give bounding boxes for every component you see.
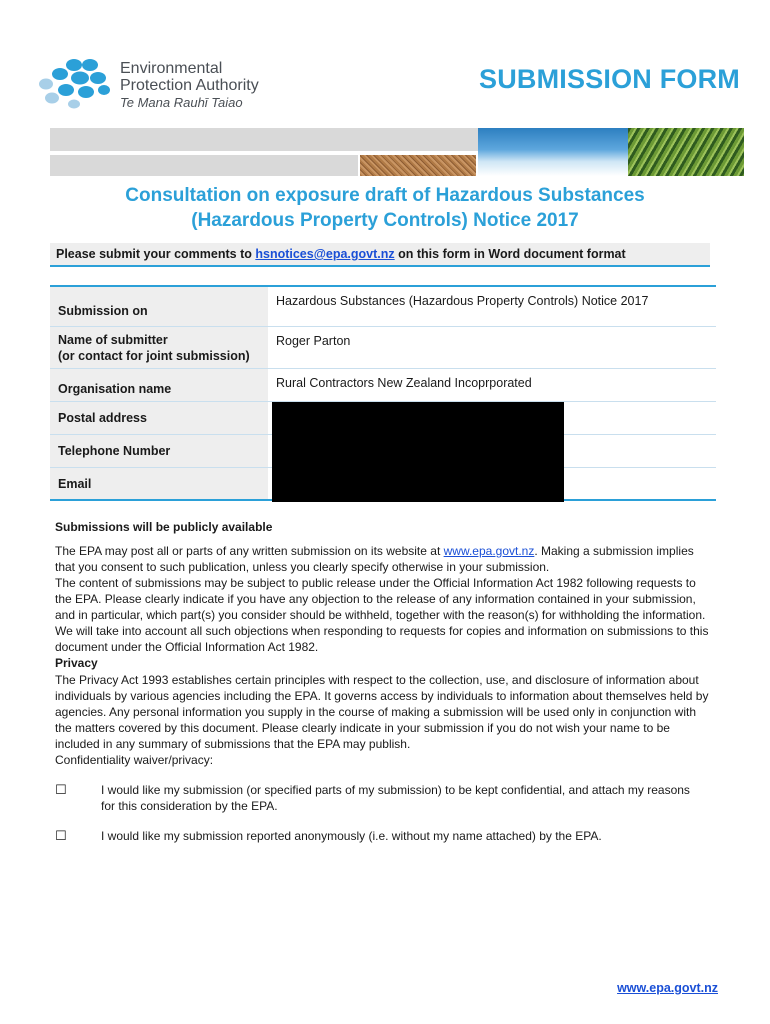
- email-label: Email: [50, 468, 268, 499]
- confidentiality-waiver-label: Confidentiality waiver/privacy:: [55, 753, 214, 767]
- submitter-name-label-line1: Name of submitter: [58, 332, 168, 347]
- telephone-label: Telephone Number: [50, 435, 268, 467]
- banner-fern-image: [628, 128, 744, 176]
- form-title: SUBMISSION FORM: [478, 64, 740, 94]
- submitter-name-field[interactable]: Roger Parton: [268, 327, 716, 368]
- epa-logo-mark-icon: [36, 56, 116, 112]
- publicity-paragraph-2: The content of submissions may be subject to public release under the Official Information Act 1982 following requests to the EPA. Please clearly indicate if you have any objection to the release of any information contained in your submission, and in particular, which part(s) you consider should be withheld, together with the reason(s) for withholding the information. We will take into account all such objections when responding to requests for copies and information on submissions to this document under the Official Information Act 1982.: [55, 576, 709, 654]
- submitter-name-label-line2: (or contact for joint submission): [58, 348, 250, 363]
- row-submitter-name: [50, 327, 716, 369]
- organisation-field[interactable]: Rural Contractors New Zealand Incoprporated: [268, 369, 716, 401]
- anonymous-option-text: I would like my submission reported anonymously (i.e. without my name attached) by the EPA.: [101, 829, 602, 843]
- privacy-heading: Privacy: [55, 656, 98, 670]
- banner-sky-image: [478, 128, 628, 176]
- confidential-option: [55, 782, 715, 814]
- redaction-block: [272, 402, 564, 502]
- submitter-details-table: [50, 285, 716, 501]
- org-name-line2: Protection Authority: [120, 77, 259, 94]
- confidential-checkbox[interactable]: ☐: [55, 782, 67, 797]
- header-banner: [50, 128, 744, 176]
- submitter-name-label: [50, 327, 268, 368]
- footer-website-link[interactable]: www.epa.govt.nz: [617, 981, 718, 995]
- submission-notes: [55, 519, 715, 844]
- submission-instruction: [50, 243, 710, 267]
- privacy-paragraph: The Privacy Act 1993 establishes certain principles with respect to the collection, use, and disclosure of information about individuals by various agencies including the EPA. It governs access by individuals to information about themselves held by agencies. Any personal information you supply in the course of making a submission will be used only in conjunction with the matters covered by this document. Please clearly indicate in your submission if you do not wish your name to be included in any summary of submissions that the EPA may publish.: [55, 673, 709, 751]
- publicity-paragraph-1: [55, 543, 715, 575]
- confidential-option-text: I would like my submission (or specified parts of my submission) to be kept confidential, and attach my reasons for this consideration by the EPA.: [101, 783, 690, 813]
- banner-sand-image: [360, 155, 476, 176]
- row-submission-on: [50, 287, 716, 327]
- instruction-email-link[interactable]: hsnotices@epa.govt.nz: [255, 247, 395, 261]
- anonymous-checkbox[interactable]: ☐: [55, 828, 67, 843]
- publicity-p1-text-end: . Making a submission implies that you consent to such publication, unless you clearly specify otherwise in your submission.: [55, 544, 694, 574]
- banner-grey-bar-top: [50, 128, 478, 151]
- epa-logo-text: [120, 60, 259, 111]
- submission-on-label: Submission on: [50, 287, 268, 326]
- epa-website-link[interactable]: www.epa.govt.nz: [443, 544, 535, 558]
- consultation-title-line2: (Hazardous Property Controls) Notice 2017: [191, 210, 579, 231]
- banner-grey-bar-bottom: [50, 155, 358, 176]
- publicity-heading: Submissions will be publicly available: [55, 520, 273, 534]
- consultation-title-line1: Consultation on exposure draft of Hazardous Substances: [125, 185, 645, 206]
- instruction-prefix: Please submit your comments to: [56, 247, 256, 261]
- instruction-suffix: on this form in Word document format: [394, 247, 626, 261]
- publicity-p1-text: The EPA may post all or parts of any written submission on its website at: [55, 544, 444, 558]
- consultation-title: [60, 183, 710, 233]
- anonymous-option: [55, 828, 715, 844]
- submission-on-field[interactable]: Hazardous Substances (Hazardous Property Controls) Notice 2017: [268, 287, 716, 326]
- organisation-label: Organisation name: [50, 369, 268, 401]
- epa-logo: [36, 56, 296, 116]
- maori-org-name: Te Mana Rauhī Taiao: [120, 95, 243, 110]
- org-name-line1: Environmental: [120, 60, 223, 77]
- postal-address-label: Postal address: [50, 402, 268, 434]
- row-organisation: [50, 369, 716, 402]
